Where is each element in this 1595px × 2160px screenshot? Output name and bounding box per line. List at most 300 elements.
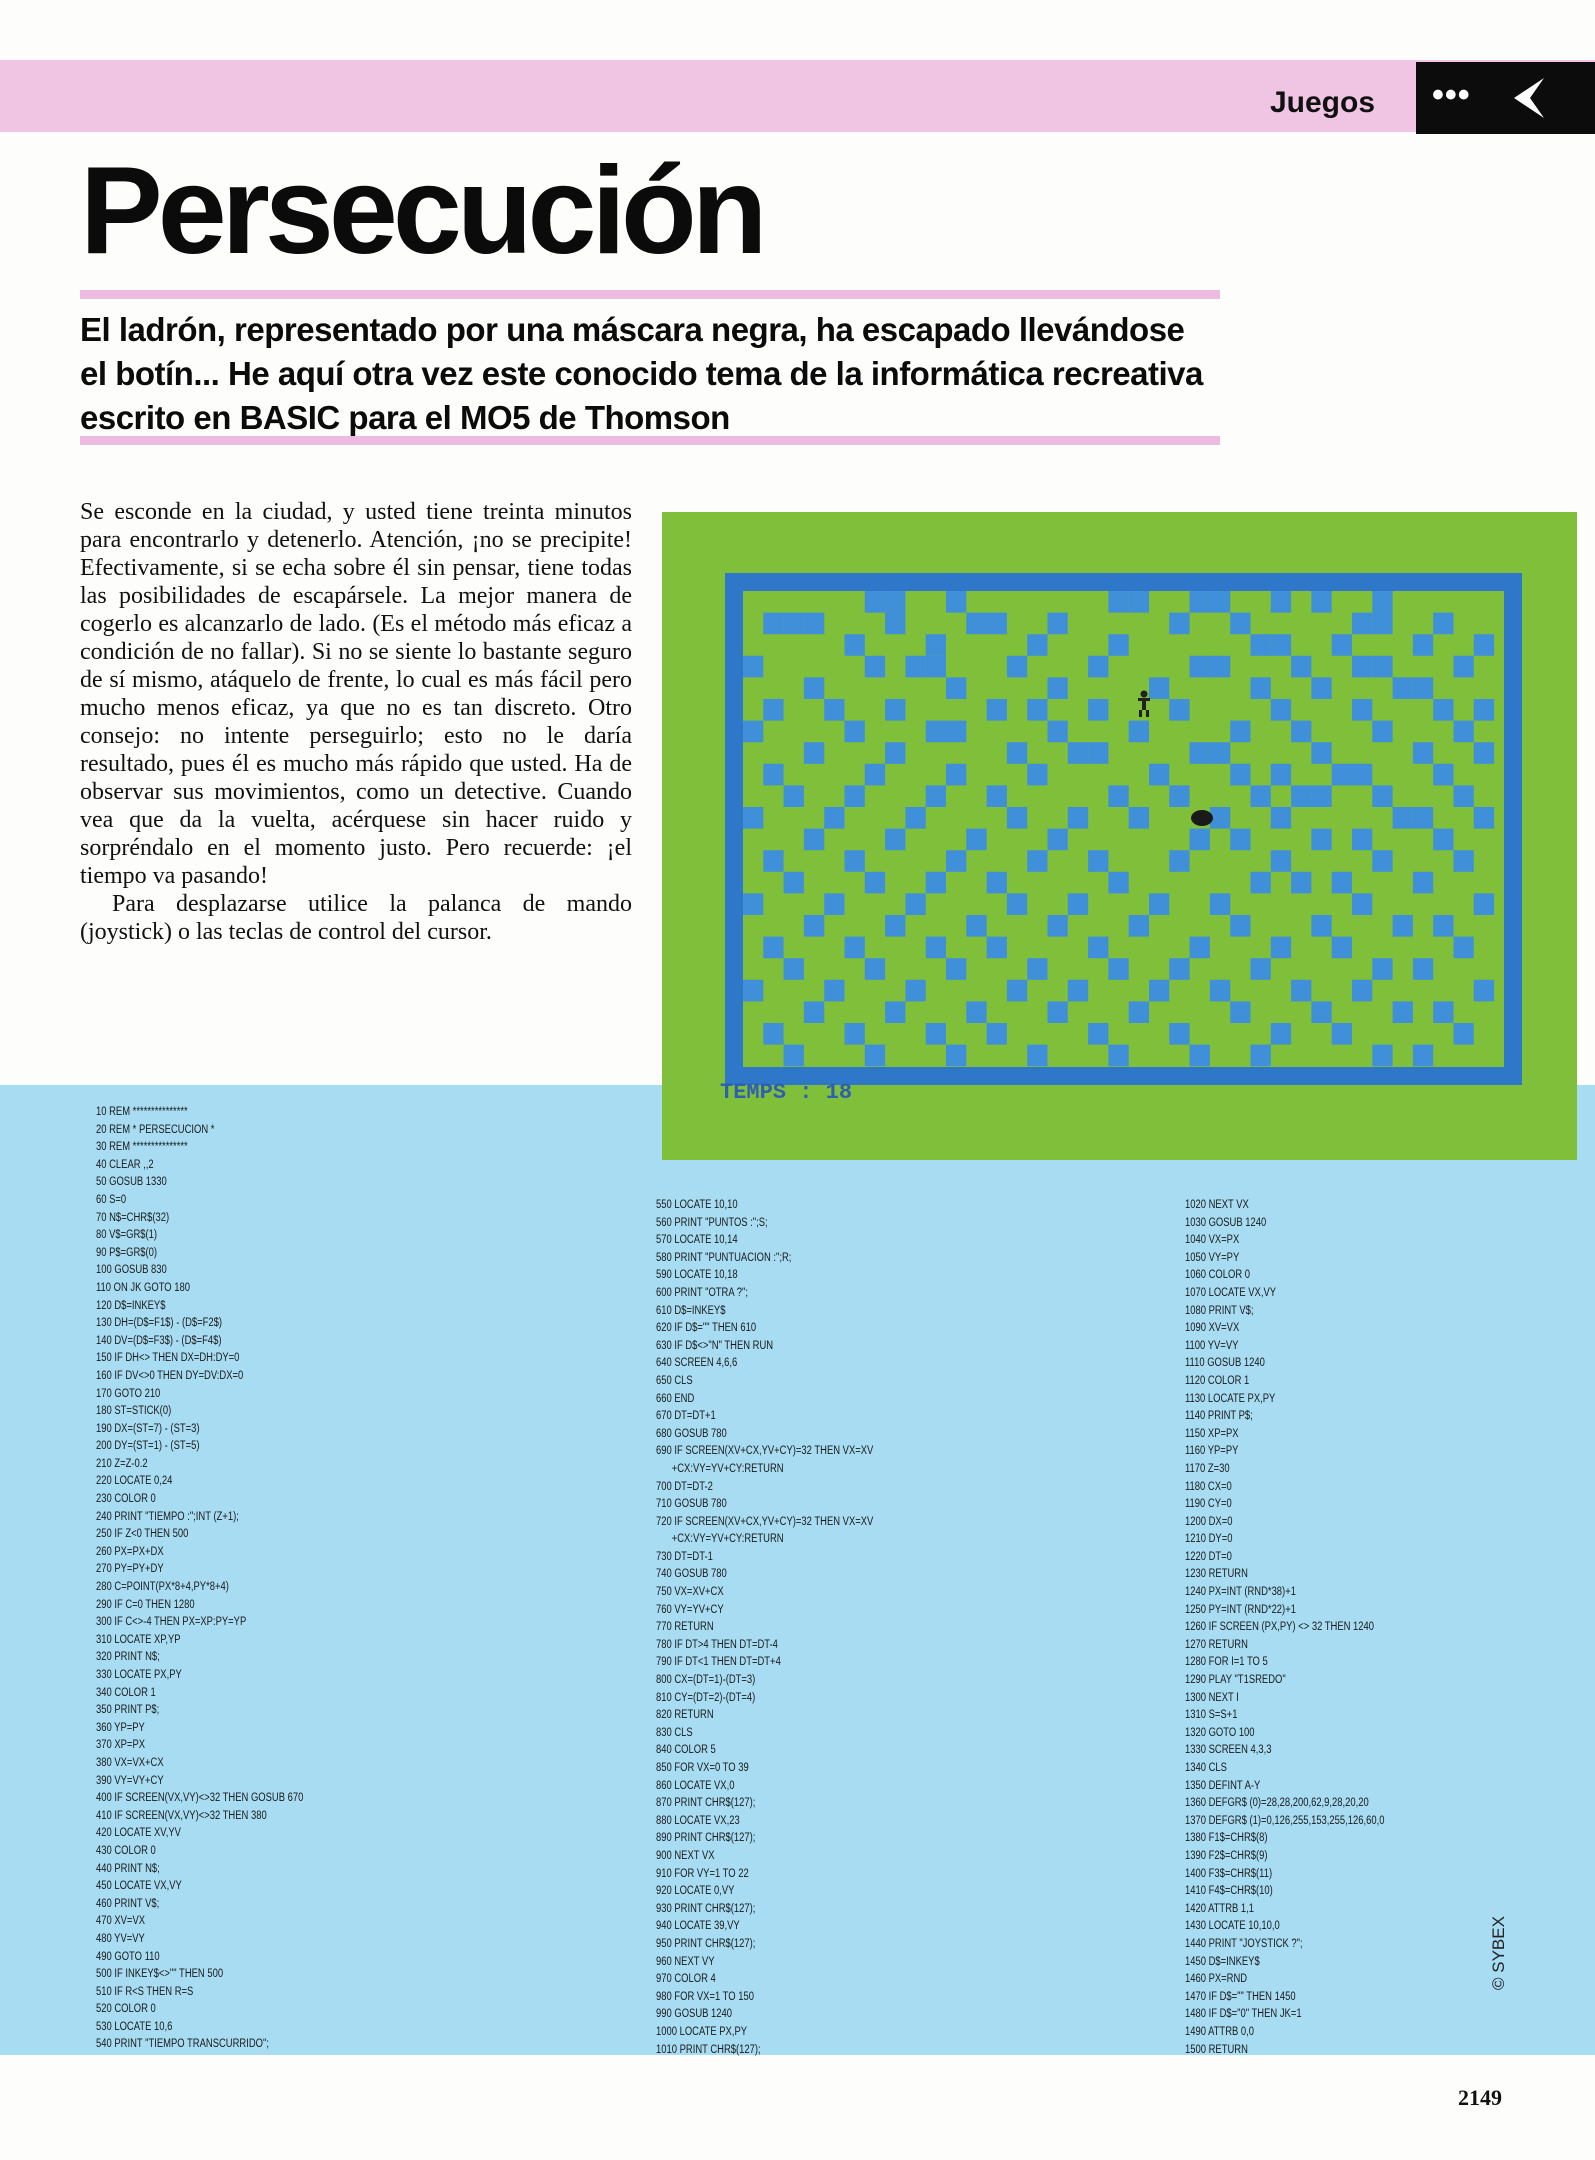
code-line: 1440 PRINT "JOYSTICK ?";	[1185, 1937, 1303, 1950]
obstacle-block	[1372, 721, 1392, 743]
code-line: 840 COLOR 5	[656, 1744, 716, 1757]
code-line: 630 IF D$<>"N" THEN RUN	[656, 1339, 774, 1352]
obstacle-block	[1393, 677, 1413, 699]
code-line: 770 RETURN	[656, 1621, 714, 1634]
obstacle-block	[926, 634, 946, 656]
obstacle-block	[1433, 915, 1453, 937]
obstacle-block	[804, 742, 824, 764]
obstacle-block	[926, 937, 946, 959]
code-line: 1020 NEXT VX	[1185, 1199, 1249, 1211]
code-line: 810 CY=(DT=2)-(DT=4)	[656, 1691, 756, 1704]
code-line: 160 IF DV<>0 THEN DY=DV:DX=0	[96, 1369, 244, 1382]
code-line: 1360 DEFGR$ (0)=28,28,200,62,9,28,20,20	[1185, 1797, 1369, 1810]
code-line: 560 PRINT "PUNTOS :";S;	[656, 1216, 768, 1229]
obstacle-block	[905, 656, 925, 678]
code-line: 1460 PX=RND	[1185, 1973, 1248, 1986]
section-label: Juegos	[1269, 86, 1375, 119]
obstacle-block	[1372, 613, 1392, 635]
body-paragraph: Se esconde en la ciudad, y usted tiene treinta minutos para encontrarlo y detenerlo. Atención, ¡no se precipite! Efectivamente, si se echa sobre él sin pensar, tiene todas las posibilidades de escapársele. La mejor manera de cogerlo es alcanzarlo de lado. (Es el método más eficaz a condición de no fallar). Si no se siente lo bastante seguro de sí mismo, atáquelo de frente, lo cual es más fácil pero mucho menos eficaz, ya que no es tan discreto. Otro consejo: no intente perseguirlo; esto no le daría resultado, pues él es mucho más rápido que usted. Ha de observar sus movimientos, como un detective. Cuando vea que da la vuelta, acérquese sin hacer ruido y sorpréndalo en el momento justo. Pero recuerde: ¡el tiempo va pasando!	[80, 499, 632, 889]
obstacle-block	[1271, 699, 1291, 721]
obstacle-block	[1048, 915, 1068, 937]
code-line: 10 REM ***************	[96, 1106, 188, 1118]
code-line: 430 COLOR 0	[96, 1844, 156, 1857]
code-line: 720 IF SCREEN(XV+CX,YV+CY)=32 THEN VX=XV	[656, 1515, 874, 1528]
obstacle-block	[784, 1045, 804, 1067]
code-line: 1090 XV=VX	[1185, 1322, 1240, 1335]
obstacle-block	[845, 850, 865, 872]
obstacle-block	[1291, 785, 1311, 807]
obstacle-block	[1454, 721, 1474, 743]
thief-mask-sprite	[1191, 810, 1213, 826]
code-line: 350 PRINT P$;	[96, 1704, 160, 1717]
code-line: 90 P$=GR$(0)	[96, 1246, 158, 1259]
code-line: 970 COLOR 4	[656, 1973, 716, 1986]
obstacle-block	[1474, 807, 1494, 829]
obstacle-block	[784, 613, 804, 635]
obstacle-block	[1433, 764, 1453, 786]
code-line: 1170 Z=30	[1185, 1462, 1230, 1475]
obstacle-block	[1271, 591, 1291, 613]
obstacle-block	[1311, 1001, 1331, 1023]
code-line: 50 GOSUB 1330	[96, 1176, 167, 1189]
code-line: 1300 NEXT I	[1185, 1691, 1239, 1704]
code-line: 140 DV=(D$=F3$) - (D$=F4$)	[96, 1334, 222, 1347]
obstacle-block	[946, 677, 966, 699]
code-line: 360 YP=PY	[96, 1721, 145, 1734]
code-line: 1040 VX=PX	[1185, 1234, 1240, 1247]
article-subtitle: El ladrón, representado por una máscara negra, ha escapado llevándose el botín... He aquí otra vez este conocido tema de la informática recreativa escrito en BASIC para el MO5 de Thomson	[80, 311, 1203, 436]
obstacle-block	[1352, 613, 1372, 635]
obstacle-block	[905, 807, 925, 829]
obstacle-block	[1027, 699, 1047, 721]
code-line: 120 D$=INKEY$	[96, 1299, 166, 1312]
code-line: 1450 D$=INKEY$	[1185, 1955, 1260, 1968]
obstacle-block	[1149, 980, 1169, 1002]
code-line: 1150 XP=PX	[1185, 1427, 1239, 1440]
obstacle-block	[926, 872, 946, 894]
obstacle-block	[845, 785, 865, 807]
code-line: 320 PRINT N$;	[96, 1651, 160, 1664]
code-line: 800 CX=(DT=1)-(DT=3)	[656, 1674, 756, 1687]
obstacle-block	[1230, 721, 1250, 743]
code-line: 1140 PRINT P$;	[1185, 1410, 1253, 1423]
obstacle-block	[1433, 829, 1453, 851]
obstacle-block	[763, 764, 783, 786]
obstacle-block	[1332, 872, 1352, 894]
code-line: 1480 IF D$="0" THEN JK=1	[1185, 2008, 1302, 2021]
obstacle-block	[845, 937, 865, 959]
body-paragraph: Para desplazarse utilice la palanca de mando (joystick) o las teclas de control del cursor.	[80, 891, 632, 945]
obstacle-block	[1190, 937, 1210, 959]
obstacle-block	[1108, 785, 1128, 807]
code-line: 330 LOCATE PX,PY	[96, 1669, 182, 1681]
obstacle-block	[1372, 591, 1392, 613]
code-line: 1200 DX=0	[1185, 1515, 1233, 1528]
obstacle-block	[885, 1001, 905, 1023]
code-line: 1080 PRINT V$;	[1185, 1304, 1254, 1317]
obstacle-block	[1474, 699, 1494, 721]
obstacle-block	[1007, 807, 1027, 829]
rule-top	[80, 290, 1220, 299]
code-line: 1220 DT=0	[1185, 1550, 1232, 1563]
obstacle-block	[1169, 699, 1189, 721]
obstacle-block	[885, 742, 905, 764]
obstacle-block	[966, 613, 986, 635]
obstacle-block	[1311, 742, 1331, 764]
obstacle-block	[1068, 893, 1088, 915]
obstacle-block	[743, 807, 763, 829]
game-board	[662, 512, 1577, 1160]
code-line: 270 PY=PY+DY	[96, 1563, 164, 1576]
obstacle-block	[1251, 872, 1271, 894]
code-line: 640 SCREEN 4,6,6	[656, 1357, 738, 1370]
obstacle-block	[1007, 893, 1027, 915]
code-line: 850 FOR VX=0 TO 39	[656, 1762, 749, 1774]
obstacle-block	[824, 699, 844, 721]
obstacle-block	[743, 721, 763, 743]
obstacle-block	[804, 1001, 824, 1023]
code-line: 540 PRINT "TIEMPO TRANSCURRIDO";	[96, 2038, 269, 2051]
obstacle-block	[743, 656, 763, 678]
obstacle-block	[987, 872, 1007, 894]
obstacle-block	[1007, 742, 1027, 764]
obstacle-block	[946, 591, 966, 613]
code-listing-col1	[96, 1104, 303, 2054]
obstacle-block	[1230, 1001, 1250, 1023]
code-listing-col3	[1185, 1197, 1384, 2059]
copyright-credit: © SYBEX	[1489, 1916, 1508, 1990]
code-line: 760 VY=YV+CY	[656, 1603, 724, 1616]
obstacle-block	[1311, 915, 1331, 937]
code-line: 650 CLS	[656, 1374, 693, 1387]
obstacle-block	[946, 958, 966, 980]
code-line: 510 IF R<S THEN R=S	[96, 1985, 194, 1998]
code-line: 310 LOCATE XP,YP	[96, 1633, 181, 1646]
game-screenshot	[662, 512, 1577, 1160]
obstacle-block	[1311, 829, 1331, 851]
code-line: 260 PX=PX+DX	[96, 1545, 164, 1558]
code-line: 150 IF DH<> THEN DX=DH:DY=0	[96, 1352, 240, 1365]
obstacle-block	[865, 591, 885, 613]
code-line: 1320 GOTO 100	[1185, 1726, 1255, 1739]
obstacle-block	[845, 634, 865, 656]
obstacle-block	[885, 699, 905, 721]
obstacle-block	[1048, 677, 1068, 699]
obstacle-block	[763, 1023, 783, 1045]
obstacle-block	[1108, 872, 1128, 894]
code-line: 1110 GOSUB 1240	[1185, 1357, 1265, 1370]
obstacle-block	[824, 893, 844, 915]
obstacle-block	[1251, 677, 1271, 699]
obstacle-block	[845, 1023, 865, 1045]
code-line: 180 ST=STICK(0)	[96, 1405, 172, 1418]
code-line: 1070 LOCATE VX,VY	[1185, 1286, 1277, 1299]
code-line: 920 LOCATE 0,VY	[656, 1885, 735, 1898]
obstacle-block	[1108, 1045, 1128, 1067]
code-line: 380 VX=VX+CX	[96, 1756, 164, 1769]
code-line: 950 PRINT CHR$(127);	[656, 1937, 756, 1950]
obstacle-block	[1007, 980, 1027, 1002]
obstacle-block	[1048, 829, 1068, 851]
obstacle-block	[784, 958, 804, 980]
code-line: 1210 DY=0	[1185, 1533, 1233, 1546]
code-line: 610 D$=INKEY$	[656, 1304, 726, 1317]
obstacle-block	[1413, 872, 1433, 894]
code-line: 100 GOSUB 830	[96, 1264, 167, 1277]
obstacle-block	[1352, 829, 1372, 851]
obstacle-block	[1048, 1001, 1068, 1023]
obstacle-block	[1454, 850, 1474, 872]
obstacle-block	[1251, 1045, 1271, 1067]
obstacle-block	[1413, 958, 1433, 980]
obstacle-block	[1474, 893, 1494, 915]
code-line: 40 CLEAR ,,2	[96, 1158, 154, 1171]
obstacle-block	[1413, 807, 1433, 829]
obstacle-block	[1108, 958, 1128, 980]
code-line: 1490 ATTRB 0,0	[1185, 2025, 1255, 2038]
code-line: 1120 COLOR 1	[1185, 1374, 1250, 1387]
obstacle-block	[1190, 742, 1210, 764]
obstacle-block	[946, 1045, 966, 1067]
code-line: 670 DT=DT+1	[656, 1410, 716, 1423]
code-line: 70 N$=CHR$(32)	[96, 1211, 170, 1224]
code-line: 190 DX=(ST=7) - (ST=3)	[96, 1422, 200, 1435]
code-line: 880 LOCATE VX,23	[656, 1814, 740, 1827]
code-line: 1260 IF SCREEN (PX,PY) <> 32 THEN 1240	[1185, 1621, 1375, 1634]
obstacle-block	[1129, 807, 1149, 829]
obstacle-block	[1169, 785, 1189, 807]
obstacle-block	[1108, 591, 1128, 613]
code-line: 790 IF DT<1 THEN DT=DT+4	[656, 1656, 781, 1669]
obstacle-block	[1372, 785, 1392, 807]
code-line: 1250 PY=INT (RND*22)+1	[1185, 1603, 1296, 1616]
obstacle-block	[1372, 850, 1392, 872]
obstacle-block	[1372, 958, 1392, 980]
code-line: 370 XP=PX	[96, 1739, 146, 1752]
code-line: 520 COLOR 0	[96, 2003, 156, 2016]
obstacle-block	[1210, 591, 1230, 613]
obstacle-block	[946, 850, 966, 872]
obstacle-block	[885, 915, 905, 937]
obstacle-block	[763, 937, 783, 959]
code-line: 530 LOCATE 10,6	[96, 2020, 173, 2033]
obstacle-block	[1169, 613, 1189, 635]
code-line: 1430 LOCATE 10,10,0	[1185, 1920, 1280, 1933]
code-line: 1310 S=S+1	[1185, 1709, 1238, 1722]
code-line: 940 LOCATE 39,VY	[656, 1920, 740, 1933]
obstacle-block	[1372, 656, 1392, 678]
obstacle-block	[1230, 613, 1250, 635]
code-line: 680 GOSUB 780	[656, 1427, 727, 1440]
code-line: 130 DH=(D$=F1$) - (D$=F2$)	[96, 1317, 223, 1330]
obstacle-block	[1210, 893, 1230, 915]
code-line: 1160 YP=PY	[1185, 1445, 1239, 1458]
obstacle-block	[1352, 980, 1372, 1002]
obstacle-block	[1413, 742, 1433, 764]
obstacle-block	[804, 915, 824, 937]
code-line: 660 END	[656, 1392, 695, 1405]
obstacle-block	[845, 721, 865, 743]
code-line: 200 DY=(ST=1) - (ST=5)	[96, 1440, 200, 1453]
obstacle-block	[1129, 721, 1149, 743]
code-line: 1470 IF D$="" THEN 1450	[1185, 1990, 1296, 2003]
code-line: 1190 CY=0	[1185, 1498, 1232, 1511]
obstacle-block	[865, 1045, 885, 1067]
obstacle-block	[1149, 677, 1169, 699]
obstacle-block	[1149, 893, 1169, 915]
code-line: 390 VY=VY+CY	[96, 1774, 164, 1787]
obstacle-block	[804, 677, 824, 699]
obstacle-block	[946, 764, 966, 786]
obstacle-block	[1088, 699, 1108, 721]
obstacle-block	[1048, 613, 1068, 635]
code-line: 890 PRINT CHR$(127);	[656, 1832, 756, 1845]
code-line: 20 REM * PERSECUCION *	[96, 1123, 215, 1136]
obstacle-block	[824, 980, 844, 1002]
obstacle-block	[1352, 764, 1372, 786]
obstacle-block	[1088, 656, 1108, 678]
obstacle-block	[987, 613, 1007, 635]
code-line: +CX:VY=YV+CY:RETURN	[656, 1533, 784, 1546]
code-line: 730 DT=DT-1	[656, 1550, 713, 1563]
obstacle-block	[1474, 634, 1494, 656]
obstacle-block	[763, 613, 783, 635]
obstacle-block	[1251, 634, 1271, 656]
obstacle-block	[1048, 721, 1068, 743]
obstacle-block	[1372, 1045, 1392, 1067]
obstacle-block	[1129, 1001, 1149, 1023]
code-line: 780 IF DT>4 THEN DT=DT-4	[656, 1638, 778, 1651]
obstacle-block	[1169, 1023, 1189, 1045]
code-line: 590 LOCATE 10,18	[656, 1269, 738, 1282]
code-line: 280 C=POINT(PX*8+4,PY*8+4)	[96, 1581, 229, 1594]
obstacle-block	[1413, 1045, 1433, 1067]
code-line: 700 DT=DT-2	[656, 1480, 713, 1493]
code-line: 1050 VY=PY	[1185, 1251, 1240, 1264]
obstacle-block	[1413, 634, 1433, 656]
code-line: 1290 PLAY "T1SREDO"	[1185, 1674, 1286, 1687]
obstacle-block	[987, 699, 1007, 721]
obstacle-block	[1129, 915, 1149, 937]
code-line: 1380 F1$=CHR$(8)	[1185, 1832, 1268, 1845]
obstacle-block	[1454, 937, 1474, 959]
obstacle-block	[1088, 850, 1108, 872]
obstacle-block	[1332, 764, 1352, 786]
code-line: 740 GOSUB 780	[656, 1568, 727, 1581]
code-line: 240 PRINT "TIEMPO :";INT (Z+1);	[96, 1510, 239, 1523]
obstacle-block	[987, 1023, 1007, 1045]
code-line: 620 IF D$="" THEN 610	[656, 1322, 757, 1335]
obstacle-block	[1068, 980, 1088, 1002]
obstacle-block	[1251, 958, 1271, 980]
obstacle-block	[1271, 937, 1291, 959]
obstacle-block	[1291, 980, 1311, 1002]
obstacle-block	[1454, 785, 1474, 807]
obstacle-block	[1230, 829, 1250, 851]
obstacle-block	[1068, 742, 1088, 764]
code-line: 1500 RETURN	[1185, 2043, 1248, 2056]
code-line: 230 COLOR 0	[96, 1493, 156, 1506]
obstacle-block	[1027, 850, 1047, 872]
obstacle-block	[1088, 742, 1108, 764]
code-line: 1000 LOCATE PX,PY	[656, 2025, 748, 2038]
obstacle-block	[1433, 1001, 1453, 1023]
code-line: 420 LOCATE XV,YV	[96, 1827, 181, 1840]
obstacle-block	[1291, 872, 1311, 894]
obstacle-block	[1311, 785, 1331, 807]
code-line: 1350 DEFINT A-Y	[1185, 1779, 1261, 1792]
page-number: 2149	[1458, 2085, 1502, 2110]
obstacle-block	[905, 893, 925, 915]
obstacle-block	[1291, 656, 1311, 678]
code-line: 990 GOSUB 1240	[656, 2008, 733, 2021]
code-line: 550 LOCATE 10,10	[656, 1199, 738, 1211]
obstacle-block	[1352, 699, 1372, 721]
code-line: 110 ON JK GOTO 180	[96, 1281, 190, 1294]
obstacle-block	[1210, 656, 1230, 678]
obstacle-block	[966, 829, 986, 851]
code-line: 440 PRINT N$;	[96, 1862, 160, 1875]
code-line: 410 IF SCREEN(VX,VY)<>32 THEN 380	[96, 1809, 267, 1822]
code-line: 490 GOTO 110	[96, 1950, 160, 1963]
obstacle-block	[1454, 1023, 1474, 1045]
obstacle-block	[1291, 721, 1311, 743]
obstacle-block	[1271, 634, 1291, 656]
code-line: 600 PRINT "OTRA ?";	[656, 1286, 748, 1299]
code-line: 580 PRINT "PUNTUACION :";R;	[656, 1251, 792, 1264]
code-line: 1370 DEFGR$ (1)=0,126,255,153,255,126,60,0	[1185, 1814, 1385, 1827]
obstacle-block	[1169, 850, 1189, 872]
code-line: 1330 SCREEN 4,3,3	[1185, 1744, 1272, 1757]
page-title: Persecución	[80, 142, 763, 280]
obstacle-block	[865, 872, 885, 894]
obstacle-block	[905, 980, 925, 1002]
obstacle-block	[1311, 677, 1331, 699]
obstacle-block	[804, 829, 824, 851]
obstacle-block	[1149, 764, 1169, 786]
obstacle-block	[1311, 591, 1331, 613]
obstacle-block	[1210, 742, 1230, 764]
obstacle-block	[784, 785, 804, 807]
code-line: 1240 PX=INT (RND*38)+1	[1185, 1586, 1296, 1599]
obstacle-block	[1474, 980, 1494, 1002]
obstacle-block	[865, 656, 885, 678]
obstacle-block	[987, 785, 1007, 807]
obstacle-block	[1190, 1045, 1210, 1067]
obstacle-block	[946, 721, 966, 743]
code-line: 1420 ATTRB 1,1	[1185, 1902, 1255, 1915]
obstacle-block	[1190, 829, 1210, 851]
code-line: 900 NEXT VX	[656, 1849, 715, 1862]
code-line: 450 LOCATE VX,VY	[96, 1880, 182, 1893]
obstacle-block	[987, 937, 1007, 959]
obstacle-block	[1393, 807, 1413, 829]
obstacle-block	[966, 1001, 986, 1023]
game-timer: TEMPS : 18	[720, 1080, 853, 1105]
code-line: 1030 GOSUB 1240	[1185, 1216, 1267, 1229]
rule-bottom	[80, 436, 1220, 445]
code-line: 500 IF INKEY$<>"" THEN 500	[96, 1968, 224, 1981]
code-line: 170 GOTO 210	[96, 1387, 161, 1400]
code-line: 480 YV=VY	[96, 1932, 145, 1945]
obstacle-block	[1068, 807, 1088, 829]
obstacle-block	[1393, 1001, 1413, 1023]
obstacle-block	[1271, 850, 1291, 872]
code-line: 460 PRINT V$;	[96, 1897, 160, 1910]
code-line: 1390 F2$=CHR$(9)	[1185, 1849, 1268, 1862]
article-body	[80, 498, 632, 946]
code-line: 470 XV=VX	[96, 1915, 146, 1928]
